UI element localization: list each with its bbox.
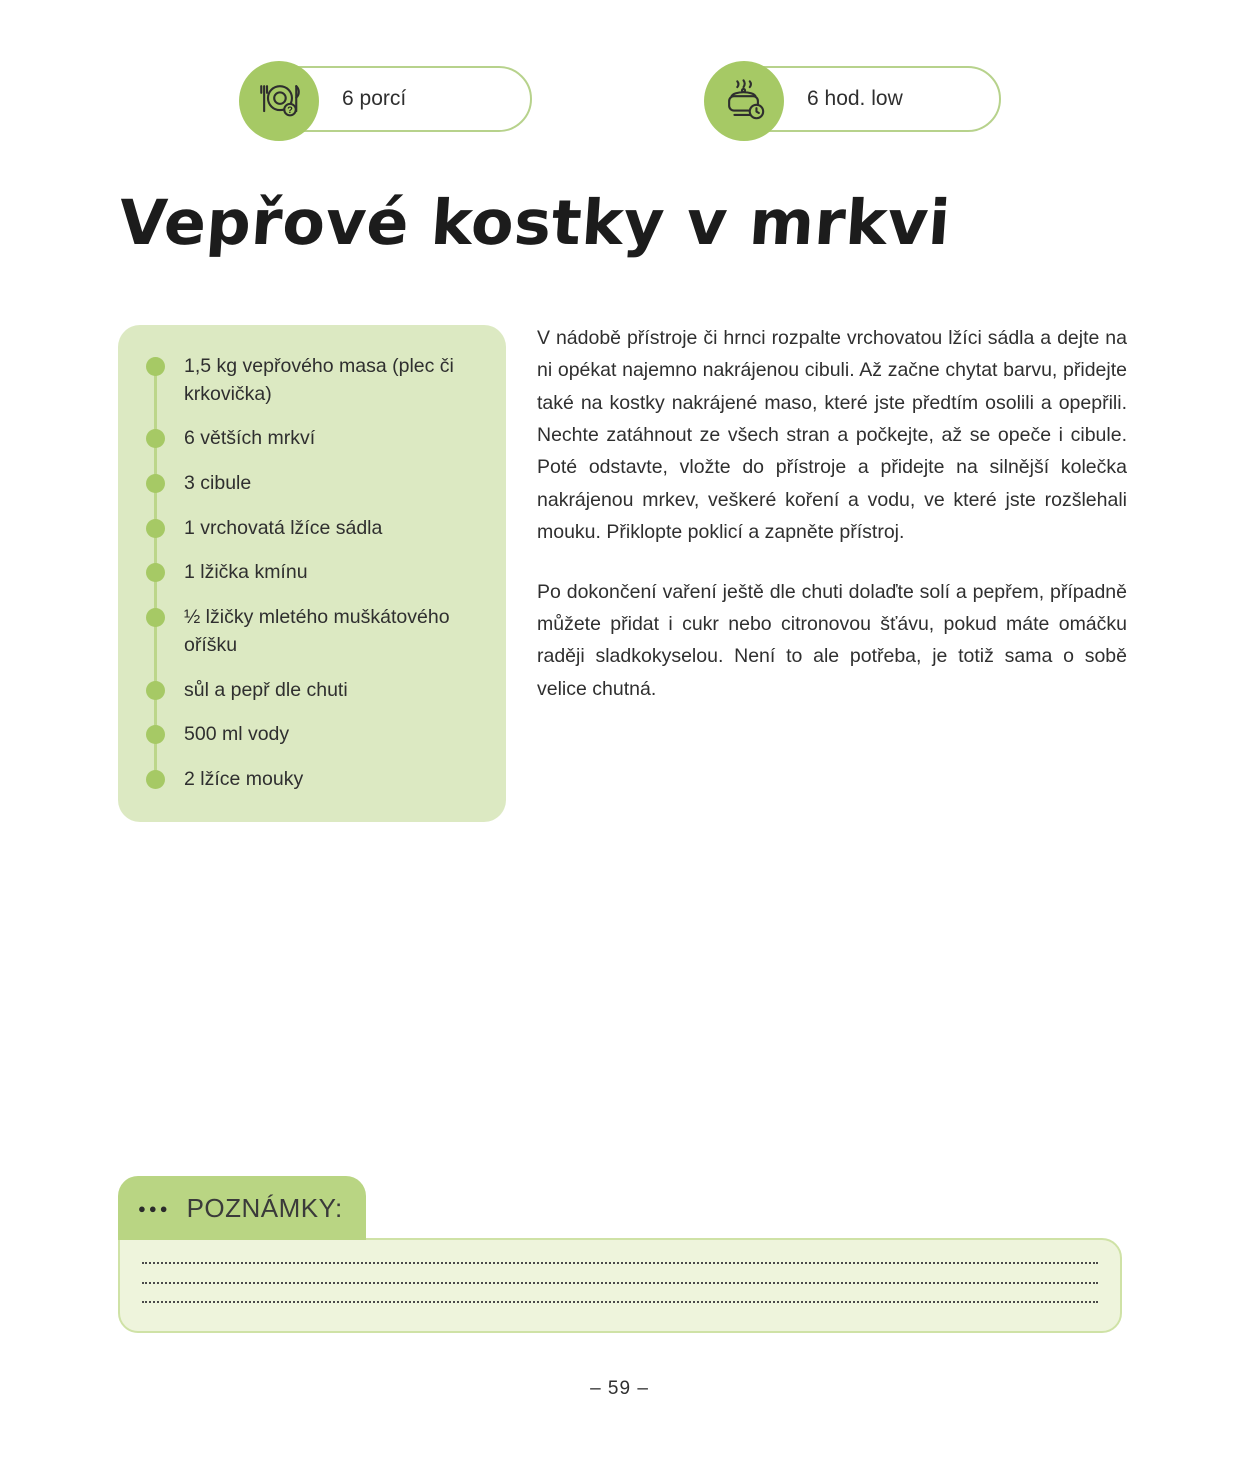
instruction-paragraph: V nádobě přístroje či hrnci rozpalte vrchovatou lžíci sádla a dejte na ni opékat najemno nakrájenou cibuli. Až začne chytat barvu, přidejte také na kostky nakrájené maso, které jste předtím osolili a opepřili. Nechte zatáhnout ze všech stran a počkejte, až se opeče i cibule. Poté odstavte, vložte do přístroje a přidejte na silnější kolečka nakrájenou mrkev, veškeré koření a vodu, ve které jste rozšlehali mouku. Přiklopte poklicí a zapněte přístroj. xyxy=(537,327,1127,544)
instruction-paragraph: Po dokončení vaření ještě dle chuti dolaďte solí a pepřem, případně můžete přidat i cukr nebo citronovou šťávu, pokud máte omáčku raději sladkokyselou. Není to ale potřeba, je totiž sama o sobě velice chutná. xyxy=(537,580,1127,700)
svg-text:?: ? xyxy=(287,104,293,115)
ingredients-list xyxy=(144,353,482,794)
ingredient-item xyxy=(144,515,482,543)
ingredient-text: sůl a pepř dle chuti xyxy=(184,678,348,701)
ingredient-bullet-icon xyxy=(146,608,165,627)
servings-badge xyxy=(240,66,532,132)
cook-time-label: 6 hod. low xyxy=(807,87,903,110)
ingredient-text: 500 ml vody xyxy=(184,723,290,746)
ingredient-item xyxy=(144,766,482,794)
ingredient-item xyxy=(144,470,482,498)
ingredient-item xyxy=(144,353,482,408)
page-number: – 59 – xyxy=(590,1378,649,1399)
ingredient-item xyxy=(144,721,482,749)
ingredient-text: ½ lžičky mletého muškátového oříšku xyxy=(184,606,450,656)
ingredient-item xyxy=(144,425,482,453)
ingredient-bullet-icon xyxy=(146,519,165,538)
slow-cooker-icon xyxy=(704,61,784,141)
ingredient-text: 2 lžíce mouky xyxy=(184,767,304,790)
cook-time-badge xyxy=(705,66,1001,132)
ingredient-text: 3 cibule xyxy=(184,472,252,495)
ingredients-panel xyxy=(118,325,506,822)
note-line xyxy=(142,1282,1098,1284)
ellipsis-icon: ●●● xyxy=(138,1200,171,1216)
ingredient-bullet-icon xyxy=(146,725,165,744)
note-line xyxy=(142,1262,1098,1264)
ingredient-item xyxy=(144,604,482,659)
ingredient-bullet-icon xyxy=(146,474,165,493)
ingredient-item xyxy=(144,559,482,587)
recipe-title: Vepřové kostky v mrkvi xyxy=(116,186,953,259)
ingredient-text: 1 vrchovatá lžíce sádla xyxy=(184,516,383,539)
ingredient-bullet-icon xyxy=(146,770,165,789)
ingredient-bullet-icon xyxy=(146,681,165,700)
ingredient-text: 6 větších mrkví xyxy=(184,427,316,450)
ingredient-text: 1 lžička kmínu xyxy=(184,561,308,584)
ingredient-bullet-icon xyxy=(146,563,165,582)
instructions xyxy=(537,322,1127,732)
note-line xyxy=(142,1301,1098,1303)
ingredient-bullet-icon xyxy=(146,429,165,448)
servings-label: 6 porcí xyxy=(342,87,407,110)
ingredient-bullet-icon xyxy=(146,357,165,376)
notes-label: POZNÁMKY: xyxy=(186,1192,343,1223)
plate-cutlery-icon xyxy=(239,61,319,141)
ingredient-text: 1,5 kg vepřového masa (plec či krkovička) xyxy=(184,355,454,405)
notes-box xyxy=(118,1238,1122,1333)
notes-tab xyxy=(118,1176,366,1240)
ingredient-item xyxy=(144,677,482,705)
